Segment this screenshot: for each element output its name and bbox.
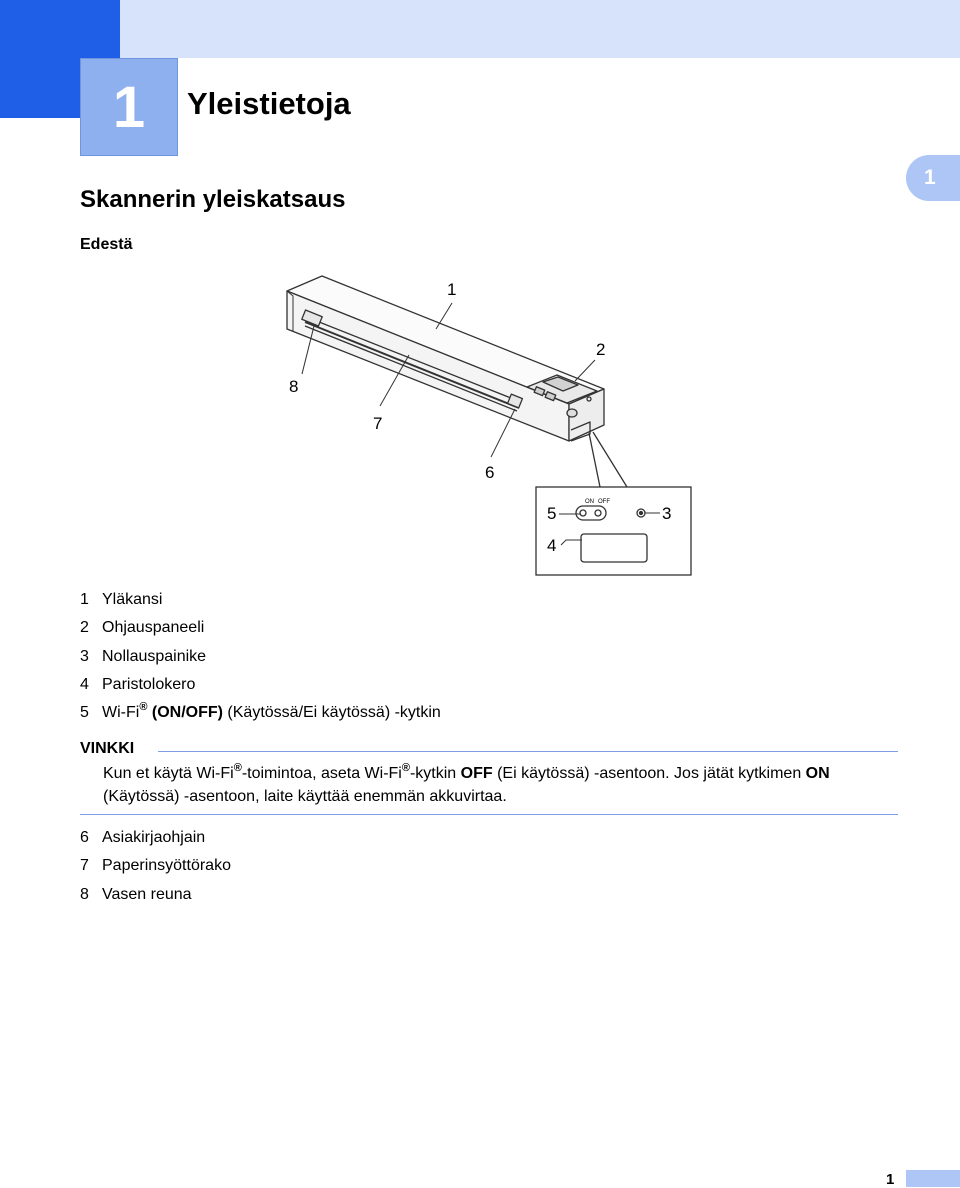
page-number: 1 [886,1171,895,1188]
list-item: 8 Vasen reuna [80,885,192,903]
list-item: 1 Yläkansi [80,591,163,608]
chapter-side-tab: 1 [906,155,960,201]
section-title: Skannerin yleiskatsaus [80,186,346,213]
callout-2: 2 [596,340,606,359]
page-number-bar [906,1170,960,1187]
list-item: 7 Paperinsyöttörako [80,857,231,875]
scanner-illustration [270,270,700,580]
callout-3: 3 [662,504,672,523]
list-item: 3 Nollauspainike [80,647,207,665]
switch-off-label: OFF [598,499,610,505]
power-button [567,409,577,417]
note-heading: VINKKI [80,740,135,757]
callout-8: 8 [289,377,299,396]
callout-7: 7 [373,414,383,433]
parts-list-second [80,824,231,909]
note-text: Kun et käytä Wi-Fi®-toimintoa, aseta Wi-Fi®-kytkin OFF (Ei käytössä) -asentoon. Jos jätät kytkimen ON (Käytössä) -asentoon, laite käyttää enemmän akkuvirtaa. [103,762,830,805]
chapter-title: Yleistietoja [187,86,351,121]
callout-5: 5 [547,504,557,523]
parts-list-first [80,586,441,727]
list-item: 4 Paristolokero [80,675,196,693]
callout-4: 4 [547,536,557,555]
switch-on-label: ON [585,499,594,505]
list-item: 6 Asiakirjaohjain [80,829,206,846]
callout-1: 1 [447,280,457,299]
note-rule-bottom [80,814,898,815]
header-band [0,0,960,58]
callout-6: 6 [485,463,495,482]
chapter-number-box: 1 [80,58,178,156]
leader-6 [491,409,515,457]
subheading: Edestä [80,236,133,253]
leader-2 [575,360,595,381]
list-item: 2 Ohjauspaneeli [80,619,205,637]
note-rule-top [158,751,898,752]
list-item-wifi-switch: 5 Wi-Fi® (ON/OFF) (Käytössä/Ei käytössä) -kytkin [80,701,441,722]
